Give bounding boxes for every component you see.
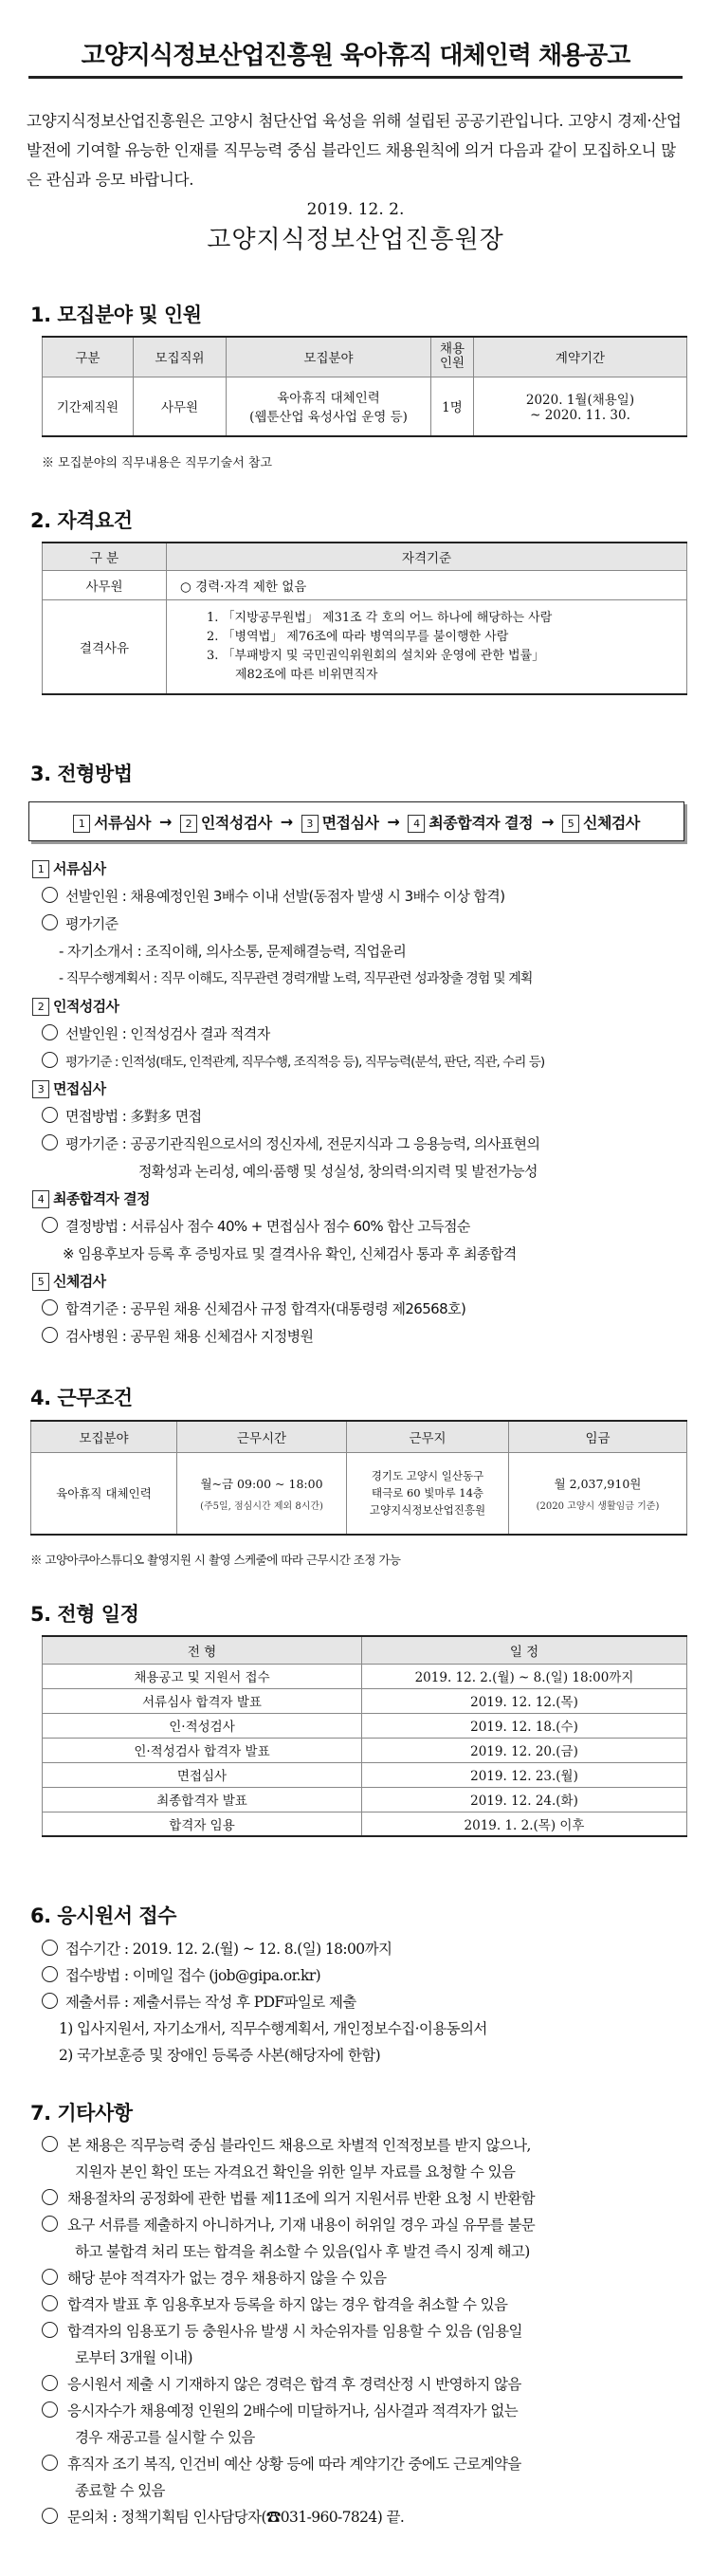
circle-bullet-icon: [42, 2136, 58, 2152]
disqualification-line: 1. 「지방공무원법」 제31조 각 호의 어느 하나에 해당하는 사람: [207, 610, 553, 625]
schedule-stage: 채용공고 및 지원서 접수: [43, 1664, 362, 1688]
col-header: 임금: [509, 1421, 687, 1452]
aptitude-selection: [42, 1023, 270, 1043]
bullet-text: 선발인원 : 채용예정인원 3배수 이내 선발(동점자 발생 시 3배수 이상 합격): [65, 888, 505, 905]
step-label: 신체검사: [583, 813, 640, 832]
wage-note: (2020 고양시 생활임금 기준): [536, 1500, 660, 1512]
table-cell: [474, 377, 687, 436]
col-header-line: 채용 인원: [439, 341, 465, 372]
table-cell: 기간제직원: [43, 377, 134, 436]
circle-bullet-icon: [42, 2189, 58, 2205]
table-cell: [347, 1452, 509, 1535]
schedule-stage: 인·적성검사: [43, 1713, 362, 1738]
document-item: 2) 국가보훈증 및 장애인 등록증 사본(해당자에 한함): [59, 2047, 381, 2064]
schedule-date: 2019. 12. 23.(월): [362, 1762, 687, 1787]
qualification-table: [42, 542, 687, 695]
step-number: 5: [562, 815, 579, 833]
arrow-icon: →: [280, 812, 293, 831]
table-cell: ○ 경력·자격 제한 없음: [167, 570, 687, 599]
arrow-icon: →: [541, 812, 554, 831]
col-header: [431, 337, 474, 377]
circle-bullet-icon: [42, 1134, 58, 1150]
step-label: 서류심사: [94, 813, 151, 832]
disqualification-line: 2. 「병역법」 제76조에 따라 병역의무를 불이행한 사람: [207, 629, 509, 644]
intro-paragraph: 고양지식정보산업진흥원은 고양시 첨단산업 육성을 위해 설립된 공공기관입니다. 고양시 경제·산업 발전에 기여할 유능한 인재를 직무능력 중심 블라인드 채용원칙에 의거 다음과 같이 모집하오니 많은 관심과 응모 바랍니다.: [27, 112, 682, 189]
section-4-heading: 4. 근무조건: [30, 1387, 133, 1409]
step-number: 4: [408, 815, 425, 833]
list-item: 해당 분야 적격자가 없는 경우 채용하지 않을 수 있음: [42, 2265, 686, 2291]
arrow-icon: →: [159, 812, 172, 831]
disqualification-line: 3. 「부패방지 및 국민권익위원회의 설치와 운영에 관한 법률」: [207, 648, 545, 663]
step-2: [180, 811, 272, 833]
arrow-icon: →: [387, 812, 400, 831]
list-item: 채용절차의 공정화에 관한 법률 제11조에 의거 지원서류 반환 요청 시 반환함: [42, 2185, 686, 2212]
table-cell: 결격사유: [43, 599, 167, 694]
issuer-name: 고양지식정보산업진흥원장: [207, 226, 504, 254]
table-cell: [227, 377, 431, 436]
col-header: 근무지: [347, 1421, 509, 1452]
interview-title: [32, 1078, 106, 1098]
col-header: 구 분: [43, 543, 167, 570]
circle-bullet-icon: [42, 2269, 58, 2285]
section-3-heading: 3. 전형방법: [30, 763, 133, 785]
criteria-detail: - 직무수행계획서 : 직무 이해도, 직무관련 경력개발 노력, 직무관련 성과창출 경험 및 계획: [59, 971, 533, 986]
step-1: [73, 811, 151, 833]
list-item: 요구 서류를 제출하지 아니하거나, 기재 내용이 허위일 경우 과실 유무를 불문 하고 불합격 처리 또는 합격을 취소할 수 있음(입사 후 발견 즉시 징계 해고): [42, 2212, 686, 2265]
doc-screening-title: [32, 858, 106, 878]
field-line: (웹툰산업 육성사업 운영 등): [249, 410, 408, 426]
work-conditions-table: [30, 1420, 687, 1536]
bullet-text: 결정방법 : 서류심사 점수 40% + 면접심사 점수 60% 합산 고득점순: [65, 1218, 470, 1235]
sub-title: 면접심사: [53, 1080, 106, 1097]
bullet-text: 검사병원 : 공무원 채용 신체검사 지정병원: [65, 1328, 314, 1345]
sub-title: 최종합격자 결정: [53, 1190, 150, 1207]
misc-notes-list: [42, 2132, 686, 2530]
period-line: 2020. 1월(채용일): [525, 393, 635, 409]
final-decision-note: ※ 임용후보자 등록 후 증빙자료 및 결격사유 확인, 신체검사 통과 후 최종합격: [63, 1245, 517, 1262]
aptitude-test-title: [32, 996, 118, 1016]
circle-bullet-icon: [42, 1024, 58, 1040]
doc-screening-selection: [42, 886, 504, 906]
circle-bullet-icon: [42, 887, 58, 903]
list-item: 본 채용은 직무능력 중심 블라인드 채용으로 차별적 인적정보를 받지 않으나, 지원자 본인 확인 또는 자격요건 확인을 위한 일부 자료를 요청할 수 있음: [42, 2132, 686, 2185]
col-header: 근무시간: [177, 1421, 347, 1452]
work-hours: 월~금 09:00 ~ 18:00: [200, 1476, 323, 1491]
period-line: ~ 2020. 11. 30.: [530, 408, 630, 424]
bullet-text: 접수방법 : 이메일 접수 (job@gipa.or.kr): [65, 1967, 321, 1984]
circle-bullet-icon: [42, 1966, 58, 1982]
circle-bullet-icon: [42, 1052, 58, 1068]
circle-bullet-icon: [42, 1299, 58, 1316]
work-place-line: 고양지식정보산업진흥원: [369, 1503, 486, 1518]
col-header: 전 형: [43, 1636, 362, 1664]
bullet-text: 선발인원 : 인적성검사 결과 적격자: [65, 1025, 270, 1042]
circle-bullet-icon: [42, 1993, 58, 2009]
application-documents: [42, 1991, 356, 2012]
step-number: 2: [180, 815, 197, 833]
work-place-line: 태극로 60 빛마루 14층: [372, 1486, 483, 1500]
section-2-heading: 2. 자격요건: [30, 509, 133, 532]
step-3: [301, 811, 379, 833]
interview-method: [42, 1106, 202, 1126]
disqualification-line: 제82조에 따른 비위면직자: [235, 667, 378, 682]
list-item: 응시자수가 채용예정 인원의 2배수에 미달하거나, 심사결과 적격자가 없는 경우 재공고를 실시할 수 있음: [42, 2398, 686, 2451]
circle-bullet-icon: [42, 2401, 58, 2418]
col-header: 일 정: [362, 1636, 687, 1664]
table-cell: [509, 1452, 687, 1535]
doc-screening-criteria: [42, 913, 118, 933]
sub-title: 인적성검사: [53, 998, 119, 1015]
document-item: 1) 입사지원서, 자기소개서, 직무수행계획서, 개인정보수집·이용동의서: [59, 2020, 487, 2037]
list-item: 문의처 : 정책기획팀 인사담당자(☎031-960-7824) 끝.: [42, 2504, 686, 2530]
col-header: 모집분야: [31, 1421, 177, 1452]
list-item: 합격자 발표 후 임용후보자 등록을 하지 않는 경우 합격을 취소할 수 있음: [42, 2291, 686, 2318]
list-item: 응시원서 제출 시 기재하지 않은 경력은 합격 후 경력산정 시 반영하지 않음: [42, 2371, 686, 2398]
schedule-table: [42, 1635, 687, 1837]
col-header: 구분: [43, 337, 134, 377]
schedule-date: 2019. 12. 18.(수): [362, 1713, 687, 1738]
circle-bullet-icon: [42, 1940, 58, 1956]
schedule-stage: 인·적성검사 합격자 발표: [43, 1738, 362, 1762]
col-header: 계약기간: [474, 337, 687, 377]
list-item: 휴직자 조기 복직, 인건비 예산 상황 등에 따라 계약기간 중에도 근로계약을 종료할 수 있음: [42, 2451, 686, 2504]
field-line: 육아휴직 대체인력: [277, 391, 380, 407]
criteria-detail: - 자기소개서 : 조직이해, 의사소통, 문제해결능력, 직업윤리: [59, 943, 407, 960]
step-label: 면접심사: [321, 813, 379, 832]
step-label: 인적성검사: [200, 813, 272, 832]
bullet-text: 평가기준 : 공공기관직원으로서의 정신자세, 전문지식과 그 응용능력, 의사표현의: [65, 1135, 540, 1152]
schedule-stage: 최종합격자 발표: [43, 1787, 362, 1812]
medical-exam-criteria: [42, 1298, 465, 1318]
work-place-line: 경기도 고양시 일산동구: [371, 1469, 484, 1483]
table-cell: [167, 599, 687, 694]
sub-number: 2: [32, 998, 49, 1016]
final-decision-title: [32, 1188, 150, 1208]
sub-number: 1: [32, 860, 49, 878]
section-6-heading: 6. 응시원서 접수: [30, 1904, 176, 1927]
step-number: 3: [301, 815, 319, 833]
circle-bullet-icon: [42, 2455, 58, 2471]
schedule-date: 2019. 12. 12.(목): [362, 1688, 687, 1713]
table-cell: 1명: [431, 377, 474, 436]
section-1-heading: 1. 모집분야 및 인원: [30, 304, 202, 326]
table-cell: 사무원: [134, 377, 227, 436]
table-cell: [177, 1452, 347, 1535]
work-hours-note: (주5일, 점심시간 제외 8시간): [200, 1500, 323, 1512]
title-divider: [28, 76, 683, 79]
sub-number: 4: [32, 1190, 49, 1208]
schedule-date: 2019. 12. 24.(화): [362, 1787, 687, 1812]
schedule-stage: 합격자 임용: [43, 1812, 362, 1836]
medical-exam-hospital: [42, 1326, 313, 1346]
circle-bullet-icon: [42, 2322, 58, 2338]
bullet-text: 합격기준 : 공무원 채용 신체검사 규정 합격자(대통령령 제26568호): [65, 1300, 466, 1317]
sub-title: 신체검사: [53, 1273, 106, 1290]
circle-bullet-icon: [42, 2375, 58, 2391]
col-header: 모집직위: [134, 337, 227, 377]
bullet-text: 제출서류 : 제출서류는 작성 후 PDF파일로 제출: [65, 1994, 356, 2011]
aptitude-criteria: [42, 1051, 544, 1070]
circle-bullet-icon: [42, 1217, 58, 1233]
section-5-heading: 5. 전형 일정: [30, 1603, 139, 1626]
medical-exam-title: [32, 1271, 106, 1291]
sub-number: 5: [32, 1273, 49, 1291]
circle-bullet-icon: [42, 2508, 58, 2524]
circle-bullet-icon: [42, 914, 58, 930]
bullet-text: 평가기준: [65, 915, 118, 932]
circle-bullet-icon: [42, 2216, 58, 2232]
bullet-text: 평가기준 : 인적성(태도, 인적관계, 직무수행, 조직적응 등), 직무능력(분석, 판단, 직관, 수리 등): [65, 1055, 545, 1070]
recruit-table: [42, 336, 687, 437]
step-5: [562, 811, 640, 833]
selection-process-flow: [28, 801, 684, 841]
bullet-text: 면접방법 : 多對多 면접: [65, 1108, 202, 1125]
circle-bullet-icon: [42, 2295, 58, 2311]
wage-amount: 월 2,037,910원: [554, 1476, 642, 1491]
list-item: 합격자의 임용포기 등 충원사유 발생 시 차순위자를 임용할 수 있음 (임용일 로부터 3개월 이내): [42, 2318, 686, 2371]
schedule-stage: 면접심사: [43, 1762, 362, 1787]
page-title: 고양지식정보산업진흥원 육아휴직 대체인력 채용공고: [81, 42, 630, 70]
final-decision-method: [42, 1216, 470, 1236]
col-header: 자격기준: [167, 543, 687, 570]
circle-bullet-icon: [42, 1107, 58, 1123]
application-period: [42, 1938, 392, 1959]
work-conditions-note: ※ 고양아쿠아스튜디오 촬영지원 시 촬영 스케줄에 따라 근무시간 조정 가능: [30, 1553, 401, 1567]
schedule-stage: 서류심사 합격자 발표: [43, 1688, 362, 1713]
table-cell: 육아휴직 대체인력: [31, 1452, 177, 1535]
announcement-date: 2019. 12. 2.: [306, 200, 405, 219]
bullet-text: 접수기간 : 2019. 12. 2.(월) ~ 12. 8.(일) 18:00까지: [65, 1941, 392, 1958]
interview-criteria-cont: 정확성과 논리성, 예의·품행 및 성실성, 창의력·의지력 및 발전가능성: [138, 1163, 538, 1180]
interview-criteria: [42, 1133, 539, 1153]
recruit-note: ※ 모집분야의 직무내용은 직무기술서 참고: [42, 456, 273, 470]
circle-bullet-icon: [42, 1327, 58, 1343]
col-header: 모집분야: [227, 337, 431, 377]
schedule-date: 2019. 1. 2.(목) 이후: [362, 1812, 687, 1836]
schedule-date: 2019. 12. 2.(월) ~ 8.(일) 18:00까지: [362, 1664, 687, 1688]
schedule-date: 2019. 12. 20.(금): [362, 1738, 687, 1762]
section-7-heading: 7. 기타사항: [30, 2102, 133, 2125]
sub-title: 서류심사: [53, 860, 106, 877]
step-number: 1: [73, 815, 90, 833]
step-4: [408, 811, 533, 833]
table-cell: 사무원: [43, 570, 167, 599]
sub-number: 3: [32, 1080, 49, 1098]
application-method: [42, 1964, 320, 1985]
step-label: 최종합격자 결정: [428, 813, 534, 832]
